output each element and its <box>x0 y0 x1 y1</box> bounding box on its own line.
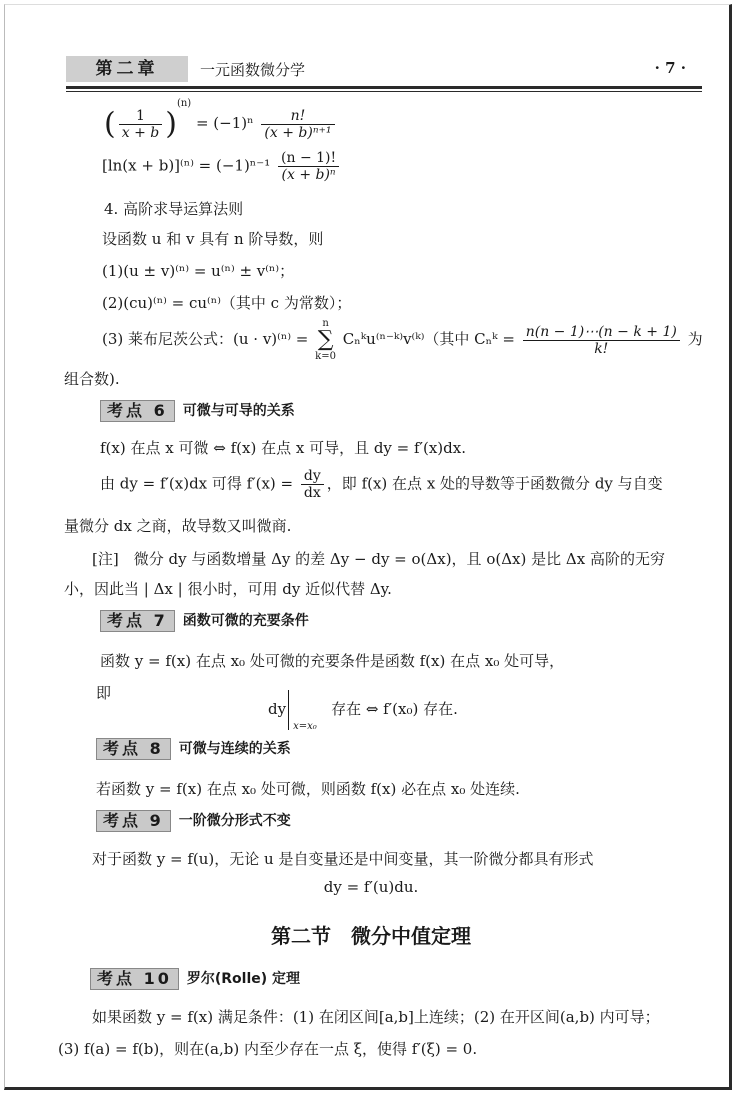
kp7-label: 考点 7 <box>100 610 175 632</box>
kp8-label: 考点 8 <box>96 738 171 760</box>
kp7-heading <box>100 610 309 632</box>
fraction-numerator: dy <box>303 468 321 484</box>
kp6-line1: f(x) 在点 x 可微 ⇔ f(x) 在点 x 可导，且 dy = f′(x)dx. <box>100 439 466 457</box>
kp7-eval <box>268 690 458 730</box>
leibniz-lhs: (3) 莱布尼茨公式：(u · v)⁽ⁿ⁾ = <box>102 330 309 348</box>
chapter-title: 一元函数微分学 <box>200 61 306 79</box>
kp6-heading <box>100 400 295 422</box>
header-rule-thick <box>66 86 702 89</box>
fraction <box>261 108 334 141</box>
rhs-coefficient: = (−1)ⁿ <box>195 114 254 132</box>
rule-scalar: (2)(cu)⁽ⁿ⁾ = cu⁽ⁿ⁾（其中 c 为常数）； <box>102 294 352 312</box>
kp7-line1: 函数 y = f(x) 在点 x₀ 处可微的充要条件是函数 f(x) 在点 x₀ 处可导， <box>100 652 565 670</box>
kp6-line2-a: 由 dy = f′(x)dx 可得 f′(x) = <box>100 474 294 493</box>
formula-log-derivative <box>102 150 342 183</box>
chapter-label: 第二章 <box>66 56 188 82</box>
rule-leibniz <box>102 318 703 362</box>
left-paren: ( <box>104 106 116 142</box>
fraction-numerator: (n − 1)! <box>281 150 337 166</box>
evaluation-bar <box>288 690 329 730</box>
summation-operator <box>315 318 336 362</box>
kp10-line2: (3) f(a) = f(b)，则在(a,b) 内至少存在一点 ξ，使得 f′(ξ) = 0. <box>58 1040 478 1058</box>
kp10-line1: 如果函数 y = f(x) 满足条件：(1) 在闭区间[a,b]上连续；(2) 在开区间(a,b) 内可导； <box>92 1008 660 1026</box>
kp9-heading <box>96 810 291 832</box>
fraction <box>278 150 339 183</box>
item4-heading: 4. 高阶求导运算法则 <box>104 200 244 218</box>
kp8-line1: 若函数 y = f(x) 在点 x₀ 处可微，则函数 f(x) 必在点 x₀ 处连续. <box>96 780 520 798</box>
kp6-note-line2: 小，因此当 | Δx | 很小时，可用 dy 近似代替 Δy. <box>64 580 392 598</box>
kp10-label: 考点 10 <box>90 968 179 990</box>
formula-reciprocal-derivative <box>104 98 338 142</box>
kp6-line3: 量微分 dx 之商，故导数又叫微商. <box>64 517 292 535</box>
page-number: · 7 · <box>654 59 686 77</box>
kp7-line2 <box>96 682 266 703</box>
section-title: 第二节 微分中值定理 <box>271 924 471 948</box>
fraction-denominator: k! <box>523 340 680 357</box>
leibniz-continuation: 组合数). <box>64 370 120 388</box>
sigma-icon: ∑ <box>317 327 334 352</box>
kp7-title: 函数可微的充要条件 <box>182 613 309 629</box>
right-paren: ) <box>165 106 177 142</box>
fraction-numerator: n(n − 1)⋯(n − k + 1) <box>525 323 677 340</box>
kp10-title: 罗尔(Rolle) 定理 <box>186 971 301 987</box>
kp9-formula: dy = f′(u)du. <box>323 878 419 896</box>
kp9-title: 一阶微分形式不变 <box>178 813 291 829</box>
kp6-line2-b: ，即 f(x) 在点 x 处的导数等于函数微分 dy 与自变 <box>326 474 663 493</box>
kp8-title: 可微与连续的关系 <box>178 741 291 757</box>
kp8-heading <box>96 738 291 760</box>
kp9-label: 考点 9 <box>96 810 171 832</box>
fraction-denominator: dx <box>301 484 324 501</box>
kp6-label: 考点 6 <box>100 400 175 422</box>
sum-lower: k=0 <box>315 351 336 362</box>
fraction <box>119 108 163 141</box>
kp6-line2 <box>100 468 663 501</box>
derivative-order: (n) <box>176 98 192 109</box>
fraction-numerator: n! <box>290 107 306 124</box>
fraction <box>523 324 680 357</box>
kp7-dy: dy <box>268 700 287 718</box>
fraction <box>301 468 324 501</box>
fraction-numerator: 1 <box>136 107 145 124</box>
fraction-denominator: (x + b)ⁿ⁺¹ <box>261 124 334 141</box>
kp6-note-line1: [注] 微分 dy 与函数增量 Δy 的差 Δy − dy = o(Δx)，且 o(Δx) 是比 Δx 高阶的无穷 <box>92 550 665 568</box>
running-header <box>66 56 702 86</box>
kp7-equivalence: 存在 ⇔ f′(x₀) 存在. <box>331 700 458 718</box>
kp9-line1: 对于函数 y = f(u)，无论 u 是自变量还是中间变量，其一阶微分都具有形式 <box>92 850 594 868</box>
fraction-denominator: (x + b)ⁿ <box>278 166 339 183</box>
leibniz-tail: 为 <box>687 330 703 348</box>
sum-upper: n <box>322 318 329 329</box>
item4-intro: 设函数 u 和 v 具有 n 阶导数，则 <box>102 230 324 248</box>
rule-sum: (1)(u ± v)⁽ⁿ⁾ = u⁽ⁿ⁾ ± v⁽ⁿ⁾； <box>102 262 295 280</box>
leibniz-terms: Cₙᵏu⁽ⁿ⁻ᵏ⁾v⁽ᵏ⁾（其中 Cₙᵏ = <box>342 330 515 348</box>
header-rule-thin <box>66 91 702 92</box>
kp10-heading <box>90 968 300 990</box>
fraction-denominator: x + b <box>119 124 163 141</box>
formula-lhs: [ln(x + b)]⁽ⁿ⁾ = (−1)ⁿ⁻¹ <box>102 156 271 175</box>
kp6-title: 可微与可导的关系 <box>182 403 295 419</box>
kp7-ji: 即 <box>96 684 112 702</box>
kp7-eval-sub: x=x₀ <box>293 721 317 732</box>
